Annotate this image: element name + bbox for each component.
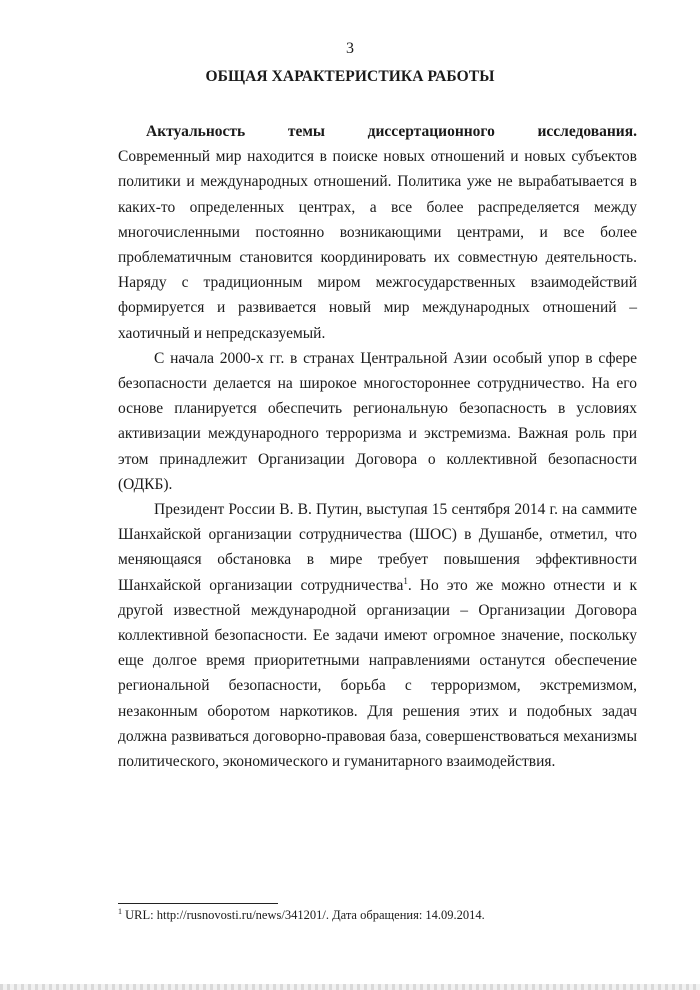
- lead-word: темы: [287, 123, 326, 140]
- footnote-divider: [118, 903, 278, 904]
- lead-word: диссертационного: [367, 123, 495, 140]
- lead-word: Актуальность: [146, 123, 246, 140]
- page-number: 3: [346, 40, 354, 57]
- paragraph-2: С начала 2000-х гг. в странах Центральной Азии особый упор в сфере безопасности делается на широкое многостороннее сотрудничество. На его основе планируется обеспечить региональную безопасность в условиях активизации международного терроризма и экстремизма. Важная роль при этом принадлежит Организации Договора о коллективной безопасности (ОДКБ).: [118, 349, 637, 493]
- footnote-text: URL: http://rusnovosti.ru/news/341201/. Дата обращения: 14.09.2014.: [122, 908, 485, 922]
- lead-word: исследования.: [537, 123, 637, 140]
- paragraph-3-part-1: Президент России В. В. Путин, выступая 15 сентября 2014 г. на саммите Шанхайской организации сотрудничества (ШОС) в Душанбе, отметил, что меняющаяся обстановка в мире требует повышения эффективности Шанхайской организации сотрудничества: [118, 501, 637, 594]
- paragraph-3-part-2: . Но это же можно отнести и к другой известной международной организации – Организации Договора коллективной безопасности. Ее задачи имеют огромное значение, поскольку еще долгое время приоритетными направлениями останутся обеспечение региональной безопасности, борьба с терроризмом, экстремизмом, незаконным оборотом наркотиков. Для решения этих и подобных задач должна развиваться договорно-правовая база, совершенствоваться механизмы политического, экономического и гуманитарного взаимодействия.: [118, 576, 637, 771]
- footnote: [118, 907, 638, 923]
- body-text: [118, 119, 637, 774]
- scan-edge-artifact: [0, 984, 700, 990]
- footnote-mark: 1: [118, 906, 122, 916]
- paragraph-3: [118, 497, 637, 774]
- lead-title: [118, 119, 637, 144]
- section-heading: ОБЩАЯ ХАРАКТЕРИСТИКА РАБОТЫ: [205, 68, 495, 85]
- footnote-reference: 1: [403, 575, 408, 586]
- paragraph-1: Современный мир находится в поиске новых отношений и новых субъектов политики и международных отношений. Политика уже не вырабатывается в каких-то определенных центрах, а все более распределяется между многочисленными постоянно возникающими центрами, и все более проблематичным становится координировать их совместную деятельность. Наряду с традиционным миром межгосударственных взаимодействий формируется и развивается новый мир международных отношений – хаотичный и непредсказуемый.: [118, 148, 637, 342]
